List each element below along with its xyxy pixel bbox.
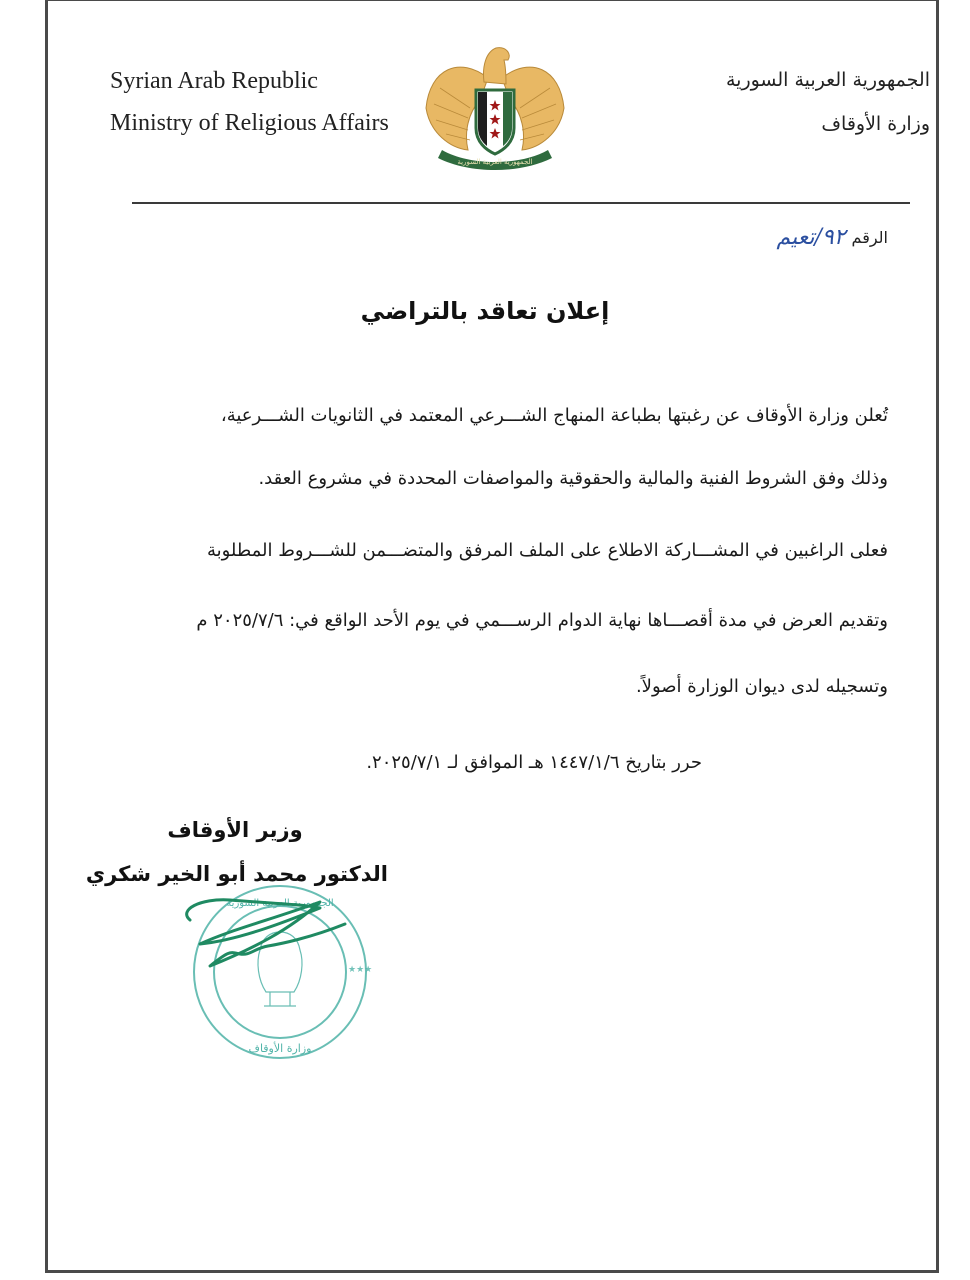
- official-stamp-and-signature: [170, 880, 380, 1065]
- stamp-outer-ring: [194, 886, 366, 1058]
- stamp-ministry-text: وزارة الأوقاف: [248, 1042, 312, 1055]
- reference-label: الرقم: [851, 228, 888, 247]
- english-country-name: Syrian Arab Republic: [110, 68, 318, 94]
- arabic-ministry-name: وزارة الأوقاف: [821, 113, 930, 135]
- stamp-inner-ring: [214, 906, 346, 1038]
- body-line: وتقديم العرض في مدة أقصـــاها نهاية الدوام الرســـمي في يوم الأحد الواقع في: ٢٠٢٥/٧/٦ م: [196, 610, 888, 631]
- arabic-letterhead: [726, 58, 930, 146]
- announcement-title: إعلان تعاقد بالتراضي: [360, 297, 610, 325]
- reference-value-handwritten: ٩٢/تعيم: [776, 225, 846, 250]
- english-ministry-name: Ministry of Religious Affairs: [110, 110, 389, 136]
- emblem-banner-text: الجمهورية العربية السورية: [457, 158, 533, 166]
- eagle-head: [484, 48, 510, 84]
- stamp-country-text: الجمهورية العربية السورية: [226, 898, 334, 909]
- arabic-country-name: الجمهورية العربية السورية: [725, 69, 930, 91]
- body-line: تُعلن وزارة الأوقاف عن رغبتها بطباعة المنهاج الشـــرعي المعتمد في الثانويات الشـــرعية،: [220, 405, 888, 426]
- body-line: فعلى الراغبين في المشـــاركة الاطلاع على الملف المرفق والمتضـــمن للشـــروط المطلوبة: [206, 540, 888, 561]
- body-line: وذلك وفق الشروط الفنية والمالية والحقوقية والمواصفات المحددة في مشروع العقد.: [258, 468, 888, 489]
- body-line: وتسجيله لدى ديوان الوزارة أصولاً.: [635, 676, 888, 697]
- stamp-stars: ★★★: [348, 965, 373, 975]
- signatory-title: وزير الأوقاف: [167, 818, 303, 842]
- handwritten-signature: [187, 900, 345, 966]
- english-letterhead: [110, 60, 389, 144]
- reference-number: [776, 225, 888, 250]
- header-divider: [132, 202, 910, 204]
- issue-date: حرر بتاريخ ١٤٤٧/١/٦ هـ الموافق لـ ٢٠٢٥/٧/١.: [366, 752, 702, 773]
- signatory-name: الدكتور محمد أبو الخير شكري: [85, 862, 388, 886]
- page-border: [45, 0, 939, 1273]
- syrian-eagle-emblem: [420, 38, 570, 173]
